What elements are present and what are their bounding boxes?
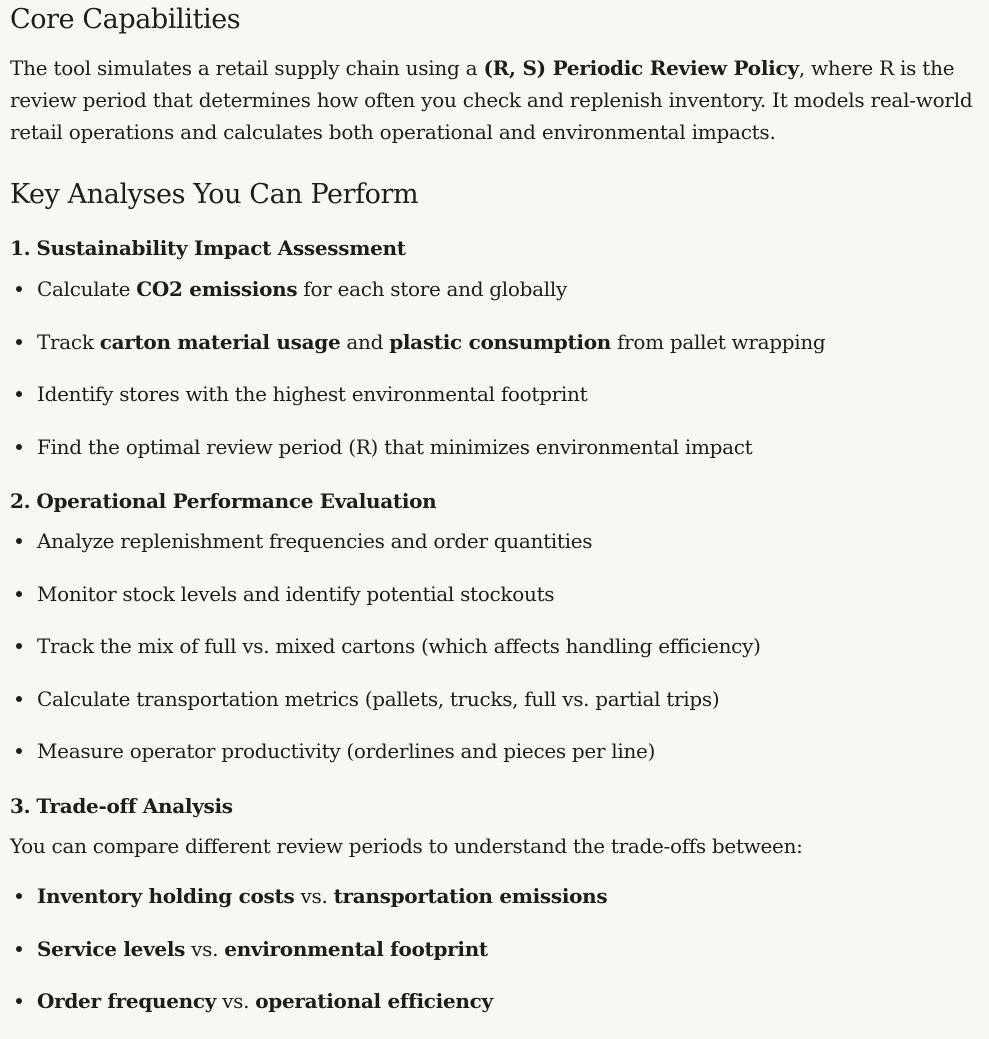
key-analyses-heading: Key Analyses You Can Perform	[10, 179, 419, 210]
bullet-dot	[16, 538, 22, 544]
section-title-text: Trade-off Analysis	[36, 794, 233, 818]
item-text: Analyze replenishment frequencies and order quantities	[37, 529, 593, 553]
section-number: 1.	[10, 236, 31, 260]
list-item	[0, 736, 761, 789]
item-text: Track	[37, 329, 100, 354]
bullet-dot	[16, 643, 22, 649]
bullet-list	[0, 526, 761, 789]
item-text: and	[340, 329, 390, 354]
bullet-dot	[16, 946, 22, 952]
list-item	[0, 684, 761, 737]
bullet-dot	[16, 591, 22, 597]
item-text: Identify stores with the highest environmental footprint	[37, 382, 588, 406]
item-text: vs.	[216, 989, 256, 1013]
bullet-dot	[16, 391, 22, 397]
list-item	[0, 432, 825, 485]
bullet-list	[0, 274, 825, 484]
section-number: 2.	[10, 489, 31, 513]
item-text: Track the mix of full vs. mixed cartons (which affects handling efficiency)	[37, 634, 761, 658]
section-title	[10, 486, 436, 516]
list-item	[0, 934, 607, 987]
item-bold: CO2 emissions	[136, 277, 298, 301]
item-text: vs.	[185, 936, 225, 961]
item-bold: plastic consumption	[389, 329, 612, 354]
section-number: 3.	[10, 794, 31, 818]
list-item	[0, 379, 825, 432]
intro-text-b: , where R is the review period that determines how often you check and replenish inventory. It models real-world retail operations and calculates both operational and environmental impacts.	[10, 56, 973, 144]
item-bold: carton material usage	[99, 329, 341, 354]
intro-bold-policy: (R, S) Periodic Review Policy	[483, 56, 799, 80]
item-bold: Inventory holding costs	[37, 884, 295, 908]
list-item	[0, 631, 761, 684]
list-item	[0, 327, 825, 380]
item-text: from pallet wrapping	[611, 329, 826, 354]
core-capabilities-heading: Core Capabilities	[10, 4, 241, 35]
item-bold: Order frequency	[37, 989, 217, 1013]
list-item	[0, 579, 761, 632]
bullet-dot	[16, 998, 22, 1004]
intro-paragraph	[10, 52, 985, 148]
list-item	[0, 881, 607, 934]
bullet-dot	[16, 696, 22, 702]
item-bold: operational efficiency	[255, 989, 493, 1013]
section-title-text: Sustainability Impact Assessment	[36, 236, 406, 260]
list-item	[0, 274, 825, 327]
item-text: Calculate	[37, 277, 137, 301]
item-text: Calculate transportation metrics (pallets, trucks, full vs. partial trips)	[37, 686, 720, 711]
bullet-dot	[16, 444, 22, 450]
item-text: Find the optimal review period (R) that minimizes environmental impact	[37, 434, 753, 459]
item-text: Measure operator productivity (orderlines and pieces per line)	[37, 739, 656, 763]
section-title	[10, 791, 233, 821]
section-title-text: Operational Performance Evaluation	[36, 489, 437, 513]
item-bold: Service levels	[37, 936, 186, 961]
item-bold: environmental footprint	[224, 936, 488, 961]
bullet-dot	[16, 893, 22, 899]
bullet-dot	[16, 339, 22, 345]
bullet-list	[0, 881, 607, 1039]
item-text: for each store and globally	[297, 277, 567, 301]
section-title	[10, 233, 406, 263]
list-item	[0, 526, 761, 579]
item-text: vs.	[294, 884, 334, 908]
item-bold: transportation emissions	[333, 884, 608, 908]
item-text: Monitor stock levels and identify potential stockouts	[37, 581, 555, 606]
tradeoff-lead-text: You can compare different review periods to understand the trade-offs between:	[10, 834, 803, 858]
intro-text-a: The tool simulates a retail supply chain using a	[10, 56, 484, 80]
bullet-dot	[16, 286, 22, 292]
bullet-dot	[16, 748, 22, 754]
list-item	[0, 986, 607, 1039]
